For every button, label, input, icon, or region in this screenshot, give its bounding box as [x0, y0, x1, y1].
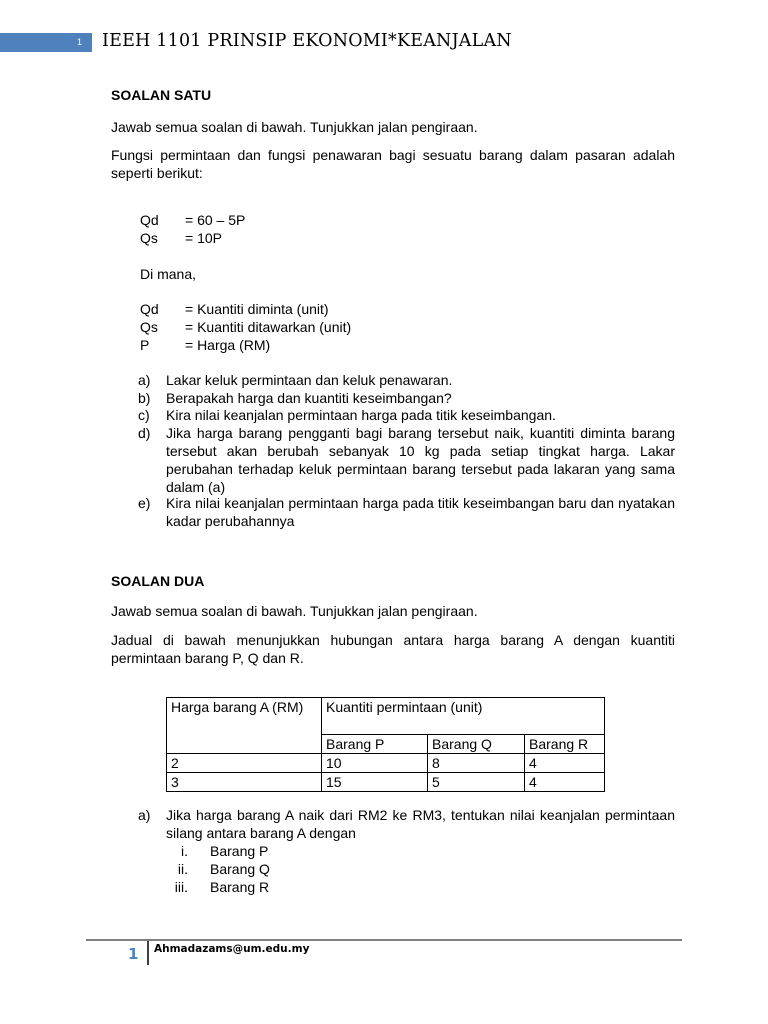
question-text: Kira nilai keanjalan permintaan harga pada titik keseimbangan baru dan nyatakan kadar perubahannya — [166, 495, 675, 529]
definition-text: = Kuantiti diminta (unit) — [185, 301, 329, 317]
table-header-cell: Barang P — [322, 735, 428, 754]
table-header-cell: Harga barang A (RM) — [167, 698, 322, 754]
equation-symbol: Qd — [140, 212, 159, 228]
sub-question-text: Barang P — [210, 843, 269, 859]
footer-page-number: 1 — [128, 945, 139, 963]
question-item — [111, 494, 675, 530]
demand-table — [166, 697, 605, 792]
question-marker: d) — [138, 425, 151, 441]
equation-expression: = 10P — [185, 230, 222, 246]
header-page-badge: 1 — [0, 33, 92, 52]
question-text: Lakar keluk permintaan dan keluk penawaran. — [166, 372, 453, 388]
question-item — [111, 424, 675, 496]
definition-text: = Harga (RM) — [185, 337, 271, 353]
footer-separator — [147, 941, 149, 965]
where-label: Di mana, — [140, 266, 197, 282]
table-cell: 5 — [428, 773, 525, 792]
definition-symbol: P — [140, 337, 150, 353]
sub-question-marker: iii. — [174, 879, 188, 895]
footer-email: Ahmadazams@um.edu.my — [154, 943, 310, 955]
question-marker: a) — [138, 372, 151, 388]
question-item — [111, 406, 675, 424]
table-header-cell: Barang Q — [428, 735, 525, 754]
question-text: Jika harga barang A naik dari RM2 ke RM3, tentukan nilai keanjalan permintaan silang antara barang A dengan — [166, 807, 675, 841]
table-row — [167, 773, 605, 792]
table-cell: 15 — [322, 773, 428, 792]
equation-symbol: Qs — [140, 230, 158, 246]
question-item — [111, 371, 675, 389]
definition-symbol: Qd — [140, 301, 159, 317]
footer-divider — [86, 939, 682, 941]
q1-heading: SOALAN SATU — [111, 87, 212, 103]
definition-row — [140, 318, 351, 336]
definition-symbol: Qs — [140, 319, 158, 335]
question-text: Jika harga barang pengganti bagi barang tersebut naik, kuantiti diminta barang tersebut akan berubah sebanyak 10 kg pada setiap tingkat harga. Lakar perubahan terhadap keluk permintaan barang tersebut pada lakaran yang sama dalam (a) — [166, 425, 675, 495]
table-cell: 4 — [525, 773, 605, 792]
table-header-cell: Barang R — [525, 735, 605, 754]
sub-question-text: Barang Q — [210, 861, 270, 877]
equation-expression: = 60 – 5P — [185, 212, 246, 228]
q2-intro: Jadual di bawah menunjukkan hubungan antara harga barang A dengan kuantiti permintaan barang P, Q dan R. — [111, 632, 675, 666]
table-group-header: Kuantiti permintaan (unit) — [322, 698, 605, 735]
table-cell: 4 — [525, 754, 605, 773]
sub-question-marker: ii. — [177, 861, 188, 877]
sub-question-text: Barang R — [210, 879, 270, 895]
q2-heading: SOALAN DUA — [111, 573, 205, 589]
document-title: IEEH 1101 PRINSIP EKONOMI*KEANJALAN — [102, 31, 512, 51]
definition-row — [140, 300, 329, 318]
definition-text: = Kuantiti ditawarkan (unit) — [185, 319, 352, 335]
table-cell: 2 — [167, 754, 322, 773]
question-item — [111, 806, 675, 842]
q1-intro: Fungsi permintaan dan fungsi penawaran bagi sesuatu barang dalam pasaran adalah seperti berikut: — [111, 147, 675, 181]
equation-row — [140, 229, 222, 247]
question-marker: e) — [138, 495, 151, 511]
question-marker: a) — [138, 807, 151, 823]
sub-question-marker: i. — [181, 843, 188, 859]
question-marker: c) — [138, 407, 150, 423]
question-marker: b) — [138, 390, 151, 406]
q1-instruction: Jawab semua soalan di bawah. Tunjukkan jalan pengiraan. — [111, 119, 478, 135]
definition-row — [140, 336, 270, 354]
table-header-row — [167, 698, 605, 735]
question-item — [111, 389, 675, 407]
equation-row — [140, 211, 245, 229]
table-cell: 8 — [428, 754, 525, 773]
question-text: Berapakah harga dan kuantiti keseimbangan? — [166, 390, 452, 406]
table-row — [167, 754, 605, 773]
question-text: Kira nilai keanjalan permintaan harga pada titik keseimbangan. — [166, 407, 556, 423]
table-cell: 10 — [322, 754, 428, 773]
table-cell: 3 — [167, 773, 322, 792]
q2-instruction: Jawab semua soalan di bawah. Tunjukkan jalan pengiraan. — [111, 603, 478, 619]
